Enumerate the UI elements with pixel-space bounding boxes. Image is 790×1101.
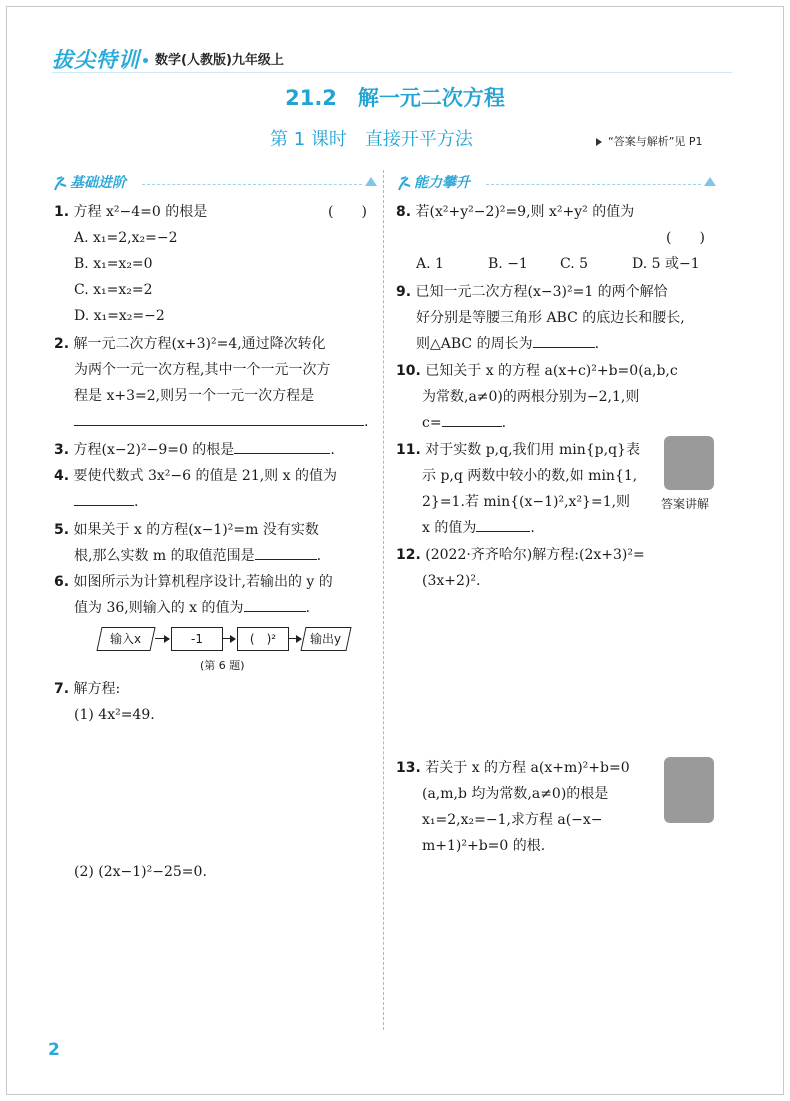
section-label-basic: 基础进阶 [70,175,126,191]
question-3: 3. 方程(x−2)²−9=0 的根是 . [54,437,335,463]
section-header-basic [52,172,374,194]
triangle-icon [365,177,377,186]
figure-caption: (第 6 题) [200,659,245,672]
question-8: 8. 若(x²+y²−2)²=9,则 x²+y² 的值为 ( ) A. 1 B. −1 C. 5 D. 5 或−1 [396,204,705,272]
question-13: 13. 若关于 x 的方程 a(x+m)²+b=0 (a,m,b 均为常数,a≠0)的根是 x₁=2,x₂=−1,求方程 a(−x− m+1)²+b=0 的根. [396,760,630,854]
page-number: 2 [48,1040,60,1060]
section-rule [142,184,362,185]
question-7: 7. 解方程: (1) 4x²=49. [54,681,155,723]
question-12: 12. (2022·齐齐哈尔)解方程:(2x+3)²= (3x+2)². [396,547,645,589]
flowchart [99,625,349,655]
runner-icon [52,174,68,192]
flow-minus-box: -1 [171,627,223,651]
flow-square-box: ( )² [237,627,289,651]
runner-icon [396,174,412,192]
qr-caption: 答案讲解 [661,497,710,511]
question-2: 2. 解一元二次方程(x+3)²=4,通过降次转化 为两个一元一次方程,其中一个一元一次方 程是 x+3=2,则另一个一元一次方程是 . [54,336,369,430]
arrow-icon [223,638,235,639]
question-4: 4. 要使代数式 3x²−6 的值是 21,则 x 的值为 . [54,468,337,510]
flow-input-box: 输入x [96,627,155,651]
qr-code-icon[interactable] [664,757,714,823]
section-rule [486,184,701,185]
arrow-icon [289,638,301,639]
qr-code-icon[interactable] [664,436,714,490]
question-6: 6. 如图所示为计算机程序设计,若输出的 y 的 值为 36,则输入的 x 的值为 . [54,574,333,616]
section-header-advanced [396,172,718,194]
subject-label: 数学(人教版)九年级上 [155,53,284,68]
section-title: 21.2 解一元二次方程 [285,86,505,110]
answer-reference: “答案与解析”见 P1 [596,133,703,149]
triangle-icon [596,138,602,146]
question-11: 11. 对于实数 p,q,我们用 min{p,q}表 示 p,q 两数中较小的数,如 min{1, 2}=1.若 min{(x−1)²,x²}=1,则 x 的值为 . [396,442,640,536]
question-9: 9. 已知一元二次方程(x−3)²=1 的两个解恰 好分别是等腰三角形 ABC 的底边长和腰长, 则△ABC 的周长为 . [396,284,685,352]
header-rule [52,72,732,73]
column-divider [383,170,384,1030]
brand-dot [143,58,148,63]
brand-logo: 拔尖特训 [52,48,140,72]
section-label-advanced: 能力攀升 [414,175,470,191]
question-5: 5. 如果关于 x 的方程(x−1)²=m 没有实数 根,那么实数 m 的取值范围是 . [54,522,322,564]
question-10: 10. 已知关于 x 的方程 a(x+c)²+b=0(a,b,c 为常数,a≠0)的两根分别为−2,1,则 c= . [396,363,678,431]
lesson-title: 第 1 课时 直接开平方法 [270,129,473,150]
flow-output-box: 输出y [300,627,351,651]
triangle-icon [704,177,716,186]
question-7-part-2: (2) (2x−1)²−25=0. [74,864,207,880]
question-1: 1. 方程 x²−4=0 的根是 ( ) A. x₁=2,x₂=−2 B. x₁=x₂=0 C. x₁=x₂=2 D. x₁=x₂=−2 [54,204,367,324]
arrow-icon [155,638,169,639]
